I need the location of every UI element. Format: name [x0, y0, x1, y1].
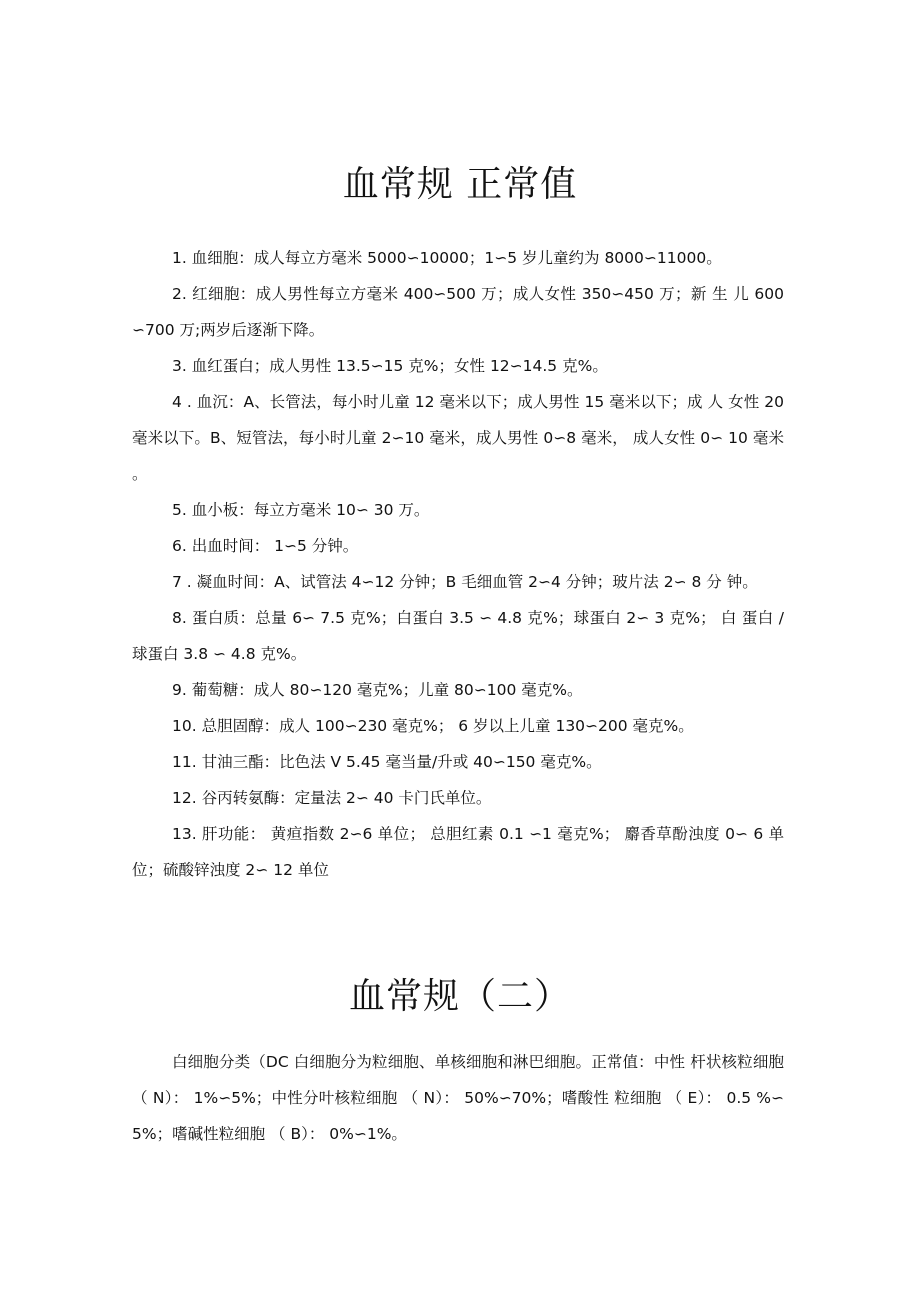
list-item-8: 8. 蛋白质：总量 6∽ 7.5 克%；白蛋白 3.5 ∽ 4.8 克%；球蛋白 2∽ 3 克%； 白 蛋白 / 球蛋白 3.8 ∽ 4.8 克%。 — [132, 609, 784, 663]
list-item-3: 3. 血红蛋白；成人男性 13.5∽15 克%；女性 12∽14.5 克%。 — [172, 357, 608, 375]
list-item-7: 7 . 凝血时间：A、试管法 4∽12 分钟；B 毛细血管 2∽4 分钟；玻片法 2∽ 8 分 钟。 — [172, 573, 758, 591]
list-item-10: 10. 总胆固醇：成人 100∽230 毫克%； 6 岁以上儿童 130∽200 毫克%。 — [172, 717, 694, 735]
list-item-1: 1. 血细胞：成人每立方毫米 5000∽10000；1∽5 岁儿童约为 8000∽11000。 — [172, 249, 722, 267]
normal-values-list — [132, 240, 784, 888]
list-item-12: 12. 谷丙转氨酶：定量法 2∽ 40 卡门氏单位。 — [172, 789, 492, 807]
list-item-4: 4 . 血沉：A、长管法，每小时儿童 12 毫米以下；成人男性 15 毫米以下；成 人 女性 20 毫米以下。B、短管法，每小时儿童 2∽10 毫米，成人男性 0∽8 毫米， 成人女性 0∽ 10 毫米 。 — [132, 393, 784, 483]
section2-title: 血常规（二） — [348, 976, 571, 1017]
section1-title: 血常规 正常值 — [342, 164, 578, 205]
list-item-2: 2. 红细胞：成人男性每立方毫米 400∽500 万；成人女性 350∽450 万；新 生 儿 600∽700 万;两岁后逐渐下降。 — [132, 285, 784, 339]
list-item-9: 9. 葡萄糖：成人 80∽120 毫克%；儿童 80∽100 毫克%。 — [172, 681, 583, 699]
list-item-5: 5. 血小板：每立方毫米 10∽ 30 万。 — [172, 501, 430, 519]
list-item-13: 13. 肝功能： 黄疸指数 2∽6 单位； 总胆红素 0.1 ∽1 毫克%； 麝香草酚浊度 0∽ 6 单位；硫酸锌浊度 2∽ 12 单位 — [132, 825, 784, 879]
list-item-11: 11. 甘油三酯：比色法 V 5.45 毫当量/升或 40∽150 毫克%。 — [172, 753, 602, 771]
list-item-6: 6. 出血时间： 1∽5 分钟。 — [172, 537, 359, 555]
section2-paragraph: 白细胞分类（DC 白细胞分为粒细胞、单核细胞和淋巴细胞。正常值：中性 杆状核粒细胞 （ N）： 1%∽5%；中性分叶核粒细胞 （ N）： 50%∽70%；嗜酸性 粒细胞 （ E）： 0.5 %∽5%；嗜碱性粒细胞 （ B）： 0%∽1%。 — [132, 1053, 784, 1143]
